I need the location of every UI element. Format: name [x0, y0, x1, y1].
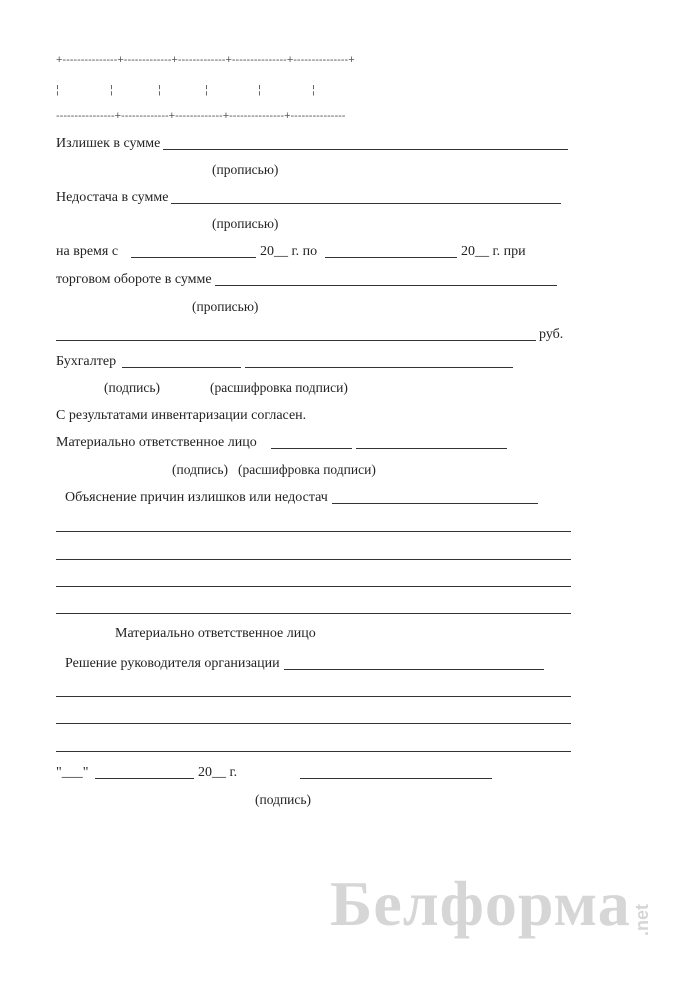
turnover-caption: (прописью) — [192, 299, 259, 314]
accountant-signature-line[interactable] — [122, 367, 241, 368]
turnover-amount-line-2[interactable] — [56, 340, 536, 341]
accountant-label: Бухгалтер — [56, 354, 117, 369]
turnover-label: торговом обороте в сумме — [56, 272, 212, 287]
period-year2: 20__ г. при — [461, 244, 526, 259]
watermark-logo: Белформа — [330, 868, 631, 939]
period-from-line[interactable] — [131, 257, 256, 258]
shortage-amount-line[interactable] — [171, 203, 561, 204]
date-day-field[interactable]: "___" — [56, 765, 89, 780]
responsible-signature-caption: (подпись) — [172, 462, 229, 477]
accountant-signature-caption: (подпись) — [104, 380, 161, 395]
responsible-decode-caption: (расшифровка подписи) — [238, 462, 376, 477]
table-divider-3: ¦ — [158, 84, 161, 96]
explanation-line-0[interactable] — [332, 503, 538, 504]
final-signature-line[interactable] — [300, 778, 492, 779]
period-from-label: на время с — [56, 244, 119, 259]
table-bottom-border: ----------------+-------------+-------------+---------------+--------------- — [56, 110, 346, 122]
explanation-label: Объяснение причин излишков или недостач — [65, 490, 328, 505]
table-divider-2: ¦ — [110, 84, 113, 96]
table-divider-4: ¦ — [205, 84, 208, 96]
decision-label: Решение руководителя организации — [65, 656, 280, 671]
final-signature-caption: (подпись) — [255, 792, 312, 807]
table-divider-6: ¦ — [312, 84, 315, 96]
responsible-decode-line[interactable] — [356, 448, 507, 449]
accountant-decode-line[interactable] — [245, 367, 513, 368]
decision-line-0[interactable] — [284, 669, 544, 670]
decision-line-3[interactable] — [56, 751, 571, 752]
surplus-caption: (прописью) — [212, 162, 279, 177]
table-top-border: +---------------+-------------+-------------+---------------+---------------+ — [56, 54, 355, 66]
responsible-label: Материально ответственное лицо — [56, 435, 257, 450]
date-month-line[interactable] — [95, 778, 194, 779]
responsible-signature-line[interactable] — [271, 448, 352, 449]
surplus-label: Излишек в сумме — [56, 136, 161, 151]
table-divider-5: ¦ — [258, 84, 261, 96]
period-year1: 20__ г. по — [260, 244, 318, 259]
date-year: 20__ г. — [198, 765, 238, 780]
explanation-line-2[interactable] — [56, 559, 571, 560]
explanation-line-1[interactable] — [56, 531, 571, 532]
agreement-text: С результатами инвентаризации согласен. — [56, 408, 307, 423]
currency-label: руб. — [539, 327, 564, 342]
decision-line-2[interactable] — [56, 723, 571, 724]
turnover-amount-line[interactable] — [215, 285, 557, 286]
watermark-suffix: .net — [632, 903, 652, 936]
accountant-decode-caption: (расшифровка подписи) — [210, 380, 348, 395]
explanation-line-4[interactable] — [56, 613, 571, 614]
surplus-amount-line[interactable] — [163, 149, 568, 150]
decision-line-1[interactable] — [56, 696, 571, 697]
explanation-line-3[interactable] — [56, 586, 571, 587]
period-to-line[interactable] — [325, 257, 457, 258]
shortage-label: Недостача в сумме — [56, 190, 169, 205]
responsible-sign-label: Материально ответственное лицо — [115, 626, 316, 641]
shortage-caption: (прописью) — [212, 216, 279, 231]
table-divider-1: ¦ — [56, 84, 59, 96]
